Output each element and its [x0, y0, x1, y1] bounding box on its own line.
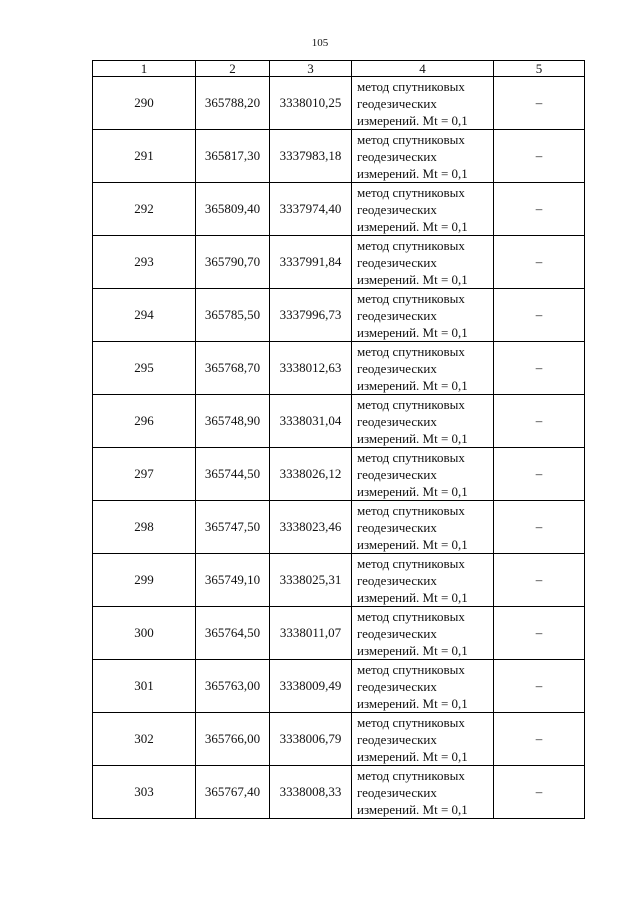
y-coordinate-cell: 3338023,46	[270, 501, 352, 554]
method-text-line: измерений. Mt = 0,1	[357, 589, 468, 605]
method-text-line: геодезических	[357, 201, 437, 217]
point-number-cell: 291	[93, 130, 196, 183]
method-text-line: измерений. Mt = 0,1	[357, 695, 468, 711]
method-text-line: метод спутниковых	[357, 555, 465, 571]
column-header: 5	[494, 61, 585, 77]
x-coordinate-cell: 365749,10	[196, 554, 270, 607]
point-number-cell: 294	[93, 289, 196, 342]
point-number-cell: 303	[93, 766, 196, 819]
method-text-line: геодезических	[357, 307, 437, 323]
table-row	[93, 554, 585, 607]
table-header-row	[93, 61, 585, 77]
x-coordinate-cell: 365747,50	[196, 501, 270, 554]
method-text-line: измерений. Mt = 0,1	[357, 324, 468, 340]
table-row	[93, 660, 585, 713]
x-coordinate-cell: 365748,90	[196, 395, 270, 448]
method-text-line: измерений. Mt = 0,1	[357, 377, 468, 393]
method-cell	[352, 289, 494, 342]
method-text-line: метод спутниковых	[357, 343, 465, 359]
x-coordinate-cell: 365785,50	[196, 289, 270, 342]
note-cell: –	[494, 501, 585, 554]
method-cell	[352, 713, 494, 766]
method-text-line: геодезических	[357, 466, 437, 482]
method-text-line: метод спутниковых	[357, 184, 465, 200]
y-coordinate-cell: 3337974,40	[270, 183, 352, 236]
method-text-line: измерений. Mt = 0,1	[357, 218, 468, 234]
table-row	[93, 448, 585, 501]
method-cell	[352, 766, 494, 819]
method-text-line: геодезических	[357, 784, 437, 800]
y-coordinate-cell: 3337983,18	[270, 130, 352, 183]
y-coordinate-cell: 3337991,84	[270, 236, 352, 289]
note-cell: –	[494, 660, 585, 713]
note-cell: –	[494, 77, 585, 130]
method-cell	[352, 342, 494, 395]
method-cell	[352, 130, 494, 183]
table-row	[93, 766, 585, 819]
method-text-line: измерений. Mt = 0,1	[357, 801, 468, 817]
method-text-line: метод спутниковых	[357, 396, 465, 412]
method-text-line: геодезических	[357, 731, 437, 747]
method-text-line: измерений. Mt = 0,1	[357, 536, 468, 552]
table-row	[93, 713, 585, 766]
method-text-line: геодезических	[357, 519, 437, 535]
column-header: 2	[196, 61, 270, 77]
method-cell	[352, 183, 494, 236]
column-header: 1	[93, 61, 196, 77]
coordinates-table	[92, 60, 585, 819]
note-cell: –	[494, 713, 585, 766]
method-text-line: геодезических	[357, 572, 437, 588]
y-coordinate-cell: 3338010,25	[270, 77, 352, 130]
table-row	[93, 395, 585, 448]
table-row	[93, 289, 585, 342]
point-number-cell: 296	[93, 395, 196, 448]
method-cell	[352, 660, 494, 713]
note-cell: –	[494, 130, 585, 183]
method-text-line: измерений. Mt = 0,1	[357, 271, 468, 287]
method-cell	[352, 554, 494, 607]
point-number-cell: 295	[93, 342, 196, 395]
y-coordinate-cell: 3338026,12	[270, 448, 352, 501]
note-cell: –	[494, 607, 585, 660]
method-text-line: измерений. Mt = 0,1	[357, 642, 468, 658]
method-cell	[352, 501, 494, 554]
method-text-line: геодезических	[357, 148, 437, 164]
method-text-line: геодезических	[357, 254, 437, 270]
y-coordinate-cell: 3338012,63	[270, 342, 352, 395]
x-coordinate-cell: 365767,40	[196, 766, 270, 819]
column-header: 3	[270, 61, 352, 77]
table-row	[93, 342, 585, 395]
point-number-cell: 301	[93, 660, 196, 713]
method-text-line: геодезических	[357, 678, 437, 694]
y-coordinate-cell: 3338011,07	[270, 607, 352, 660]
method-text-line: геодезических	[357, 413, 437, 429]
method-cell	[352, 395, 494, 448]
method-text-line: измерений. Mt = 0,1	[357, 748, 468, 764]
point-number-cell: 297	[93, 448, 196, 501]
y-coordinate-cell: 3338025,31	[270, 554, 352, 607]
x-coordinate-cell: 365817,30	[196, 130, 270, 183]
table-row	[93, 183, 585, 236]
y-coordinate-cell: 3338009,49	[270, 660, 352, 713]
method-text-line: геодезических	[357, 625, 437, 641]
x-coordinate-cell: 365788,20	[196, 77, 270, 130]
point-number-cell: 293	[93, 236, 196, 289]
x-coordinate-cell: 365790,70	[196, 236, 270, 289]
y-coordinate-cell: 3338006,79	[270, 713, 352, 766]
x-coordinate-cell: 365809,40	[196, 183, 270, 236]
method-text-line: измерений. Mt = 0,1	[357, 165, 468, 181]
method-text-line: метод спутниковых	[357, 78, 465, 94]
note-cell: –	[494, 766, 585, 819]
method-cell	[352, 77, 494, 130]
method-text-line: метод спутниковых	[357, 131, 465, 147]
method-text-line: геодезических	[357, 360, 437, 376]
x-coordinate-cell: 365763,00	[196, 660, 270, 713]
method-text-line: геодезических	[357, 95, 437, 111]
method-text-line: метод спутниковых	[357, 237, 465, 253]
note-cell: –	[494, 395, 585, 448]
note-cell: –	[494, 448, 585, 501]
note-cell: –	[494, 183, 585, 236]
method-text-line: измерений. Mt = 0,1	[357, 430, 468, 446]
note-cell: –	[494, 554, 585, 607]
table-row	[93, 236, 585, 289]
method-text-line: метод спутниковых	[357, 290, 465, 306]
x-coordinate-cell: 365768,70	[196, 342, 270, 395]
method-text-line: метод спутниковых	[357, 714, 465, 730]
table-row	[93, 501, 585, 554]
method-text-line: измерений. Mt = 0,1	[357, 483, 468, 499]
column-header: 4	[352, 61, 494, 77]
note-cell: –	[494, 236, 585, 289]
x-coordinate-cell: 365766,00	[196, 713, 270, 766]
x-coordinate-cell: 365764,50	[196, 607, 270, 660]
point-number-cell: 290	[93, 77, 196, 130]
method-cell	[352, 607, 494, 660]
y-coordinate-cell: 3337996,73	[270, 289, 352, 342]
method-text-line: метод спутниковых	[357, 661, 465, 677]
y-coordinate-cell: 3338031,04	[270, 395, 352, 448]
point-number-cell: 299	[93, 554, 196, 607]
method-text-line: метод спутниковых	[357, 608, 465, 624]
method-cell	[352, 448, 494, 501]
note-cell: –	[494, 289, 585, 342]
method-cell	[352, 236, 494, 289]
method-text-line: метод спутниковых	[357, 502, 465, 518]
page-number: 105	[311, 37, 329, 49]
method-text-line: метод спутниковых	[357, 449, 465, 465]
note-cell: –	[494, 342, 585, 395]
point-number-cell: 302	[93, 713, 196, 766]
y-coordinate-cell: 3338008,33	[270, 766, 352, 819]
point-number-cell: 292	[93, 183, 196, 236]
point-number-cell: 298	[93, 501, 196, 554]
table-row	[93, 77, 585, 130]
table-body	[93, 61, 585, 819]
x-coordinate-cell: 365744,50	[196, 448, 270, 501]
table-row	[93, 130, 585, 183]
point-number-cell: 300	[93, 607, 196, 660]
method-text-line: измерений. Mt = 0,1	[357, 112, 468, 128]
method-text-line: метод спутниковых	[357, 767, 465, 783]
table-row	[93, 607, 585, 660]
